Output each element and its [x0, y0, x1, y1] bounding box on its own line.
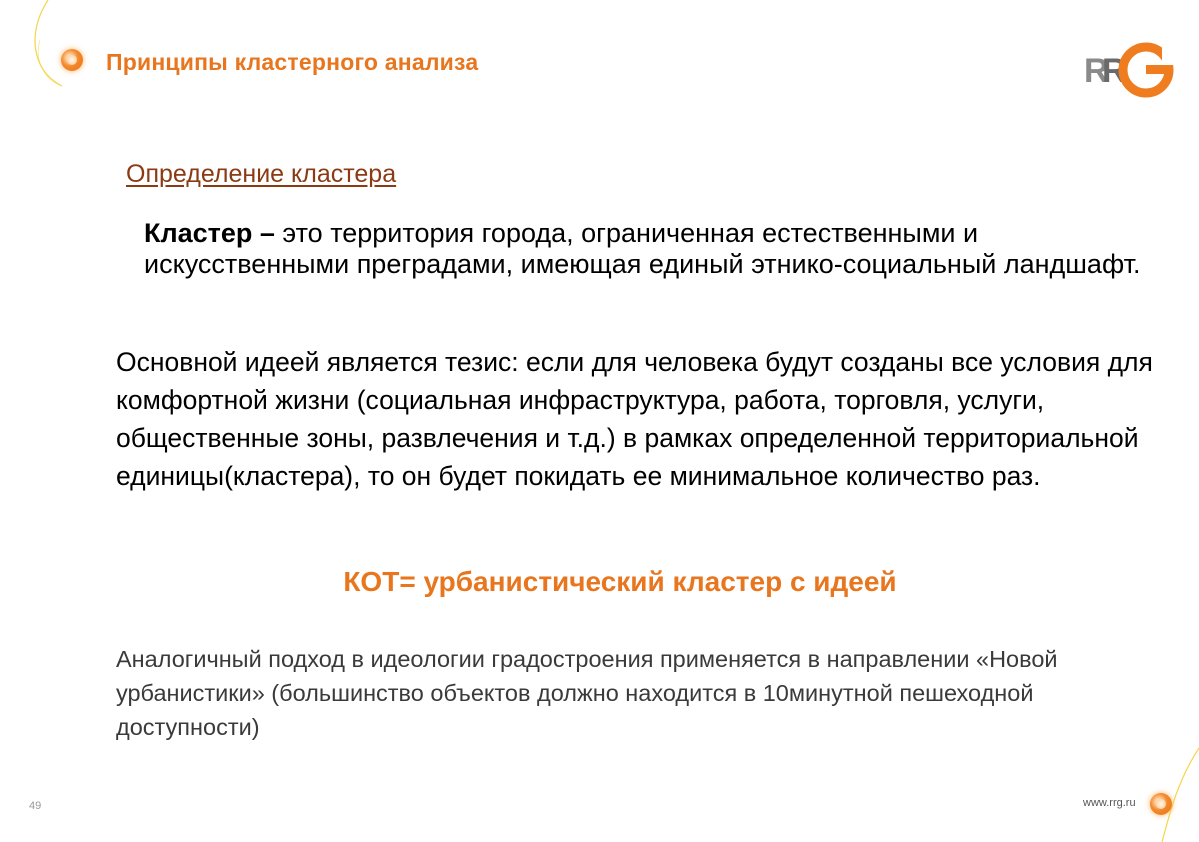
kot-highlight: КОТ= урбанистический кластер с идеей [343, 566, 897, 597]
page-title: Принципы кластерного анализа [106, 49, 479, 75]
page-number: 49 [29, 800, 42, 812]
definition-text: это территория города, ограниченная естественными и искусственными преградами, имеющая единый этнико-социальный ландшафт. [144, 218, 1141, 279]
section-subheading: Определение кластера [126, 160, 397, 188]
svg-text:R: R [1102, 52, 1127, 90]
main-paragraph: Основной идеей является тезис: если для человека будут созданы все условия для комфортной жизни (социальная инфраструктура, работа, торговля, услуги, общественные зоны, развлечения и т.д.) в рамках определенной территориальной единицы(кластера), то он будет покидать ее минимальное количество раз. [116, 347, 1153, 491]
title-bullet-icon [61, 49, 83, 71]
new-urbanism-note: Аналогичный подход в идеологии градостроения применяется в направлении «Новой урбанистики» (большинство объектов должно находится в 10минутной пешеходной доступности) [116, 646, 1058, 740]
cluster-definition [144, 218, 1144, 280]
footer-bullet-icon [1150, 793, 1172, 815]
definition-term: Кластер – [144, 218, 275, 248]
svg-text:R: R [1084, 52, 1109, 90]
rrg-logo [1082, 38, 1182, 102]
website-link[interactable]: www.rrg.ru [1083, 797, 1136, 809]
